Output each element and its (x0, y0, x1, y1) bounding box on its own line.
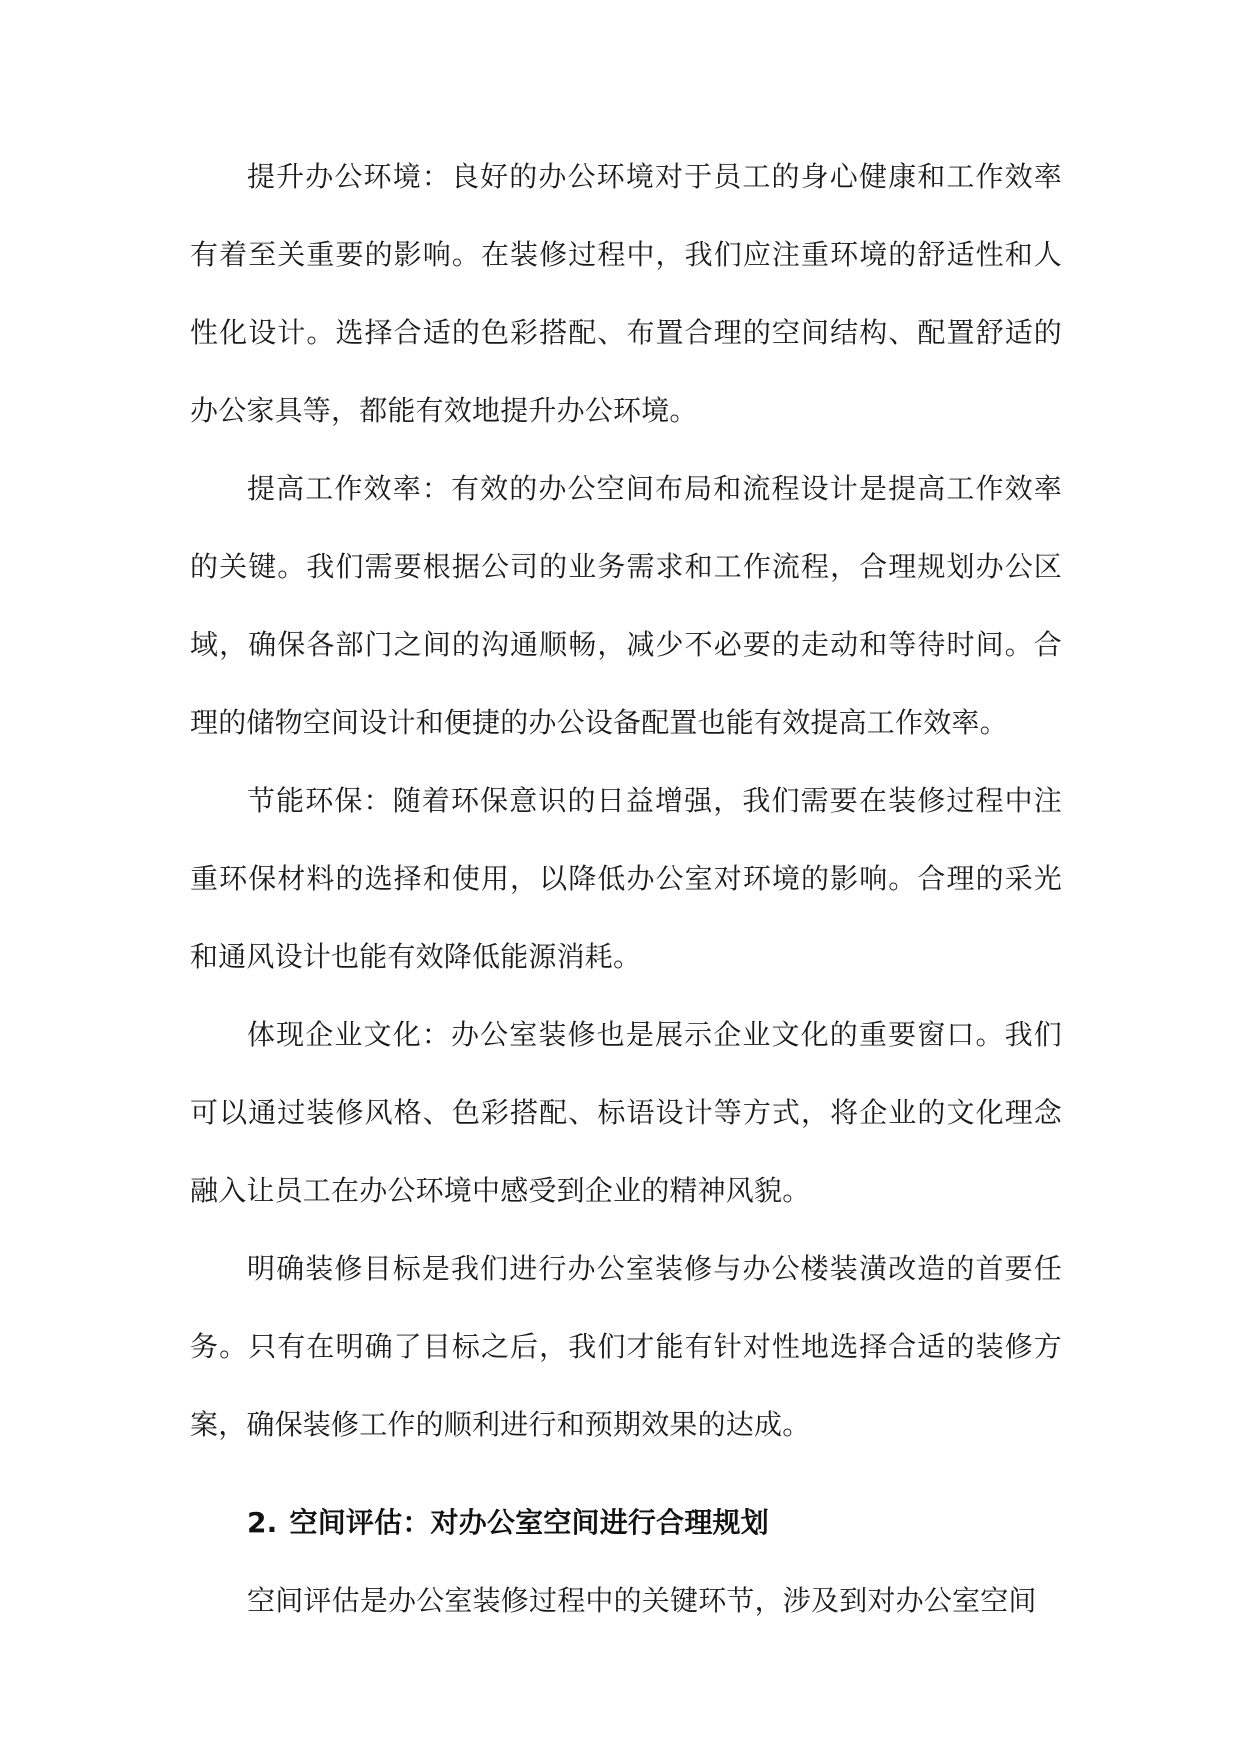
section-heading (190, 1464, 1062, 1562)
paragraph-space-assessment: 空间评估是办公室装修过程中的关键环节，涉及到对办公室空间 (247, 1584, 1037, 1617)
document-body (190, 138, 1062, 1640)
paragraph-energy-saving: 节能环保：随着环保意识的日益增强，我们需要在装修过程中注重环保材料的选择和使用，以降低办公室对环境的影响。合理的采光和通风设计也能有效降低能源消耗。 (190, 784, 1062, 973)
section-number: 2. (247, 1506, 278, 1539)
section-title: 空间评估：对办公室空间进行合理规划 (289, 1506, 769, 1539)
paragraph-office-environment: 提升办公环境：良好的办公环境对于员工的身心健康和工作效率有着至关重要的影响。在装修过程中，我们应注重环境的舒适性和人性化设计。选择合适的色彩搭配、布置合理的空间结构、配置舒适的办公家具等，都能有效地提升办公环境。 (190, 160, 1062, 427)
paragraph-renovation-goals: 明确装修目标是我们进行办公室装修与办公楼装潢改造的首要任务。只有在明确了目标之后，我们才能有针对性地选择合适的装修方案，确保装修工作的顺利进行和预期效果的达成。 (190, 1252, 1062, 1441)
paragraph-corporate-culture: 体现企业文化：办公室装修也是展示企业文化的重要窗口。我们可以通过装修风格、色彩搭配、标语设计等方式，将企业的文化理念融入让员工在办公环境中感受到企业的精神风貌。 (190, 1018, 1062, 1207)
paragraph-work-efficiency: 提高工作效率：有效的办公空间布局和流程设计是提高工作效率的关键。我们需要根据公司的业务需求和工作流程，合理规划办公区域，确保各部门之间的沟通顺畅，减少不必要的走动和等待时间。合理的储物空间设计和便捷的办公设备配置也能有效提高工作效率。 (190, 472, 1062, 739)
